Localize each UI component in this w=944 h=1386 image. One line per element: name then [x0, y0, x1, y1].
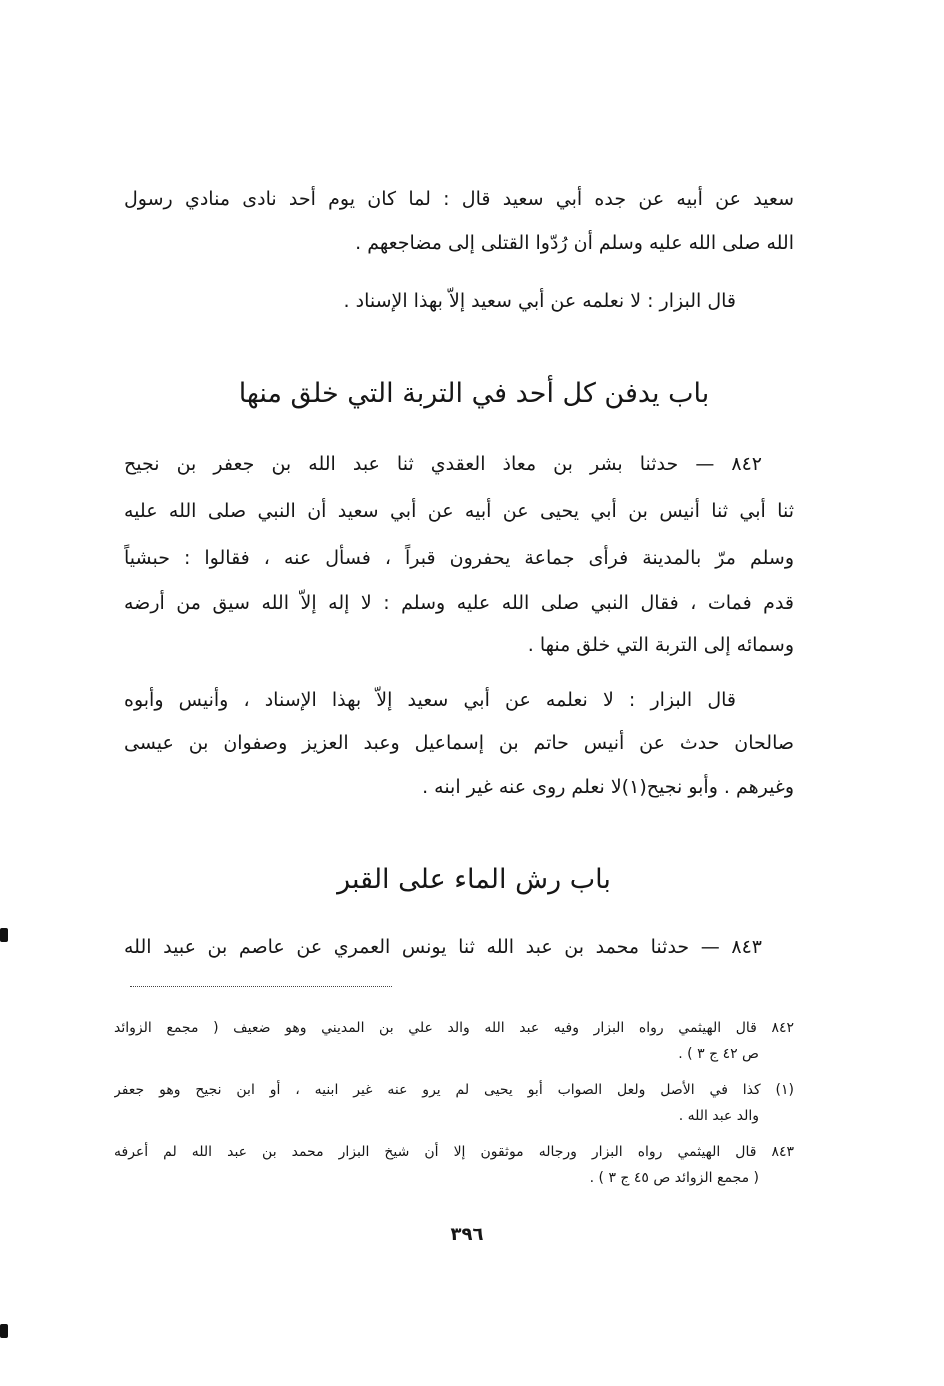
hadith-842-line-5: وسمائه إلى التربة التي خلق منها .	[527, 634, 794, 656]
page-number: ٣٩٦	[450, 1224, 484, 1245]
opening-line-2: الله صلى الله عليه وسلم أن رُدّوا القتلى إلى مضاجعهم .	[355, 232, 794, 254]
footnote-843-line-2: ( مجمع الزوائد ص ٤٥ ج ٣ ) .	[589, 1170, 759, 1186]
scan-edge-mark	[0, 1324, 8, 1338]
footnote-842-line-1: ٨٤٢ قال الهيثمي رواه البزار وفيه عبد الله والد علي بن المديني وهو ضعيف ( مجمع الزوائد	[114, 1020, 794, 1036]
comment-842-line-1: قال البزار : لا نعلمه عن أبي سعيد إلاّ بهذا الإسناد ، وأنيس وأبوه	[124, 689, 736, 711]
footnote-1-line-1: (١) كذا في الأصل ولعل الصواب أبو يحيى لم يرو عنه غير ابنيه ، أو ابن نجيح وهو جعفر	[114, 1082, 794, 1098]
footnote-842-line-2: ص ٤٢ ج ٣ ) .	[678, 1046, 759, 1062]
footnote-1-line-2: والد عبد الله .	[678, 1108, 759, 1124]
scan-edge-mark	[0, 928, 8, 942]
footnote-separator	[130, 986, 392, 987]
chapter-1-title: باب يدفن كل أحد في التربة التي خلق منها	[238, 378, 710, 409]
comment-842-line-3: وغيرهم . وأبو نجيح(١)لا نعلم روى عنه غير ابنه .	[422, 776, 794, 798]
hadith-843-line-1: ٨٤٣ — حدثنا محمد بن عبد الله ثنا يونس العمري عن عاصم بن عبيد الله	[124, 936, 762, 958]
hadith-842-line-4: قدم فمات ، فقال النبي صلى الله عليه وسلم : لا إله إلاّ الله سيق من أرضه	[124, 592, 794, 614]
hadith-842-line-1: ٨٤٢ — حدثنا بشر بن معاذ العقدي ثنا عبد الله بن جعفر بن نجيح	[124, 453, 762, 475]
footnote-843-line-1: ٨٤٣ قال الهيثمي رواه البزار ورجاله موثقون إلا أن شيخ البزار محمد بن عبد الله لم أعرفه	[114, 1144, 794, 1160]
chapter-2-title: باب رش الماء على القبر	[337, 864, 611, 895]
opening-line-1: سعيد عن أبيه عن جده أبي سعيد قال : لما كان يوم أحد نادى منادي رسول	[124, 188, 794, 210]
hadith-842-line-3: وسلم مرّ بالمدينة فرأى جماعة يحفرون قبراً ، فسأل عنه ، فقالوا : حبشياً	[124, 547, 794, 569]
hadith-842-line-2: ثنا أبي ثنا أنيس بن أبي يحيى عن أبيه عن أبي سعيد أن النبي صلى الله عليه	[124, 500, 794, 522]
comment-842-line-2: صالحان حدث عن أنيس حاتم بن إسماعيل وعبد العزيز وصفوان بن عيسى	[124, 732, 794, 754]
opening-comment: قال البزار : لا نعلمه عن أبي سعيد إلاّ بهذا الإسناد .	[343, 290, 736, 312]
